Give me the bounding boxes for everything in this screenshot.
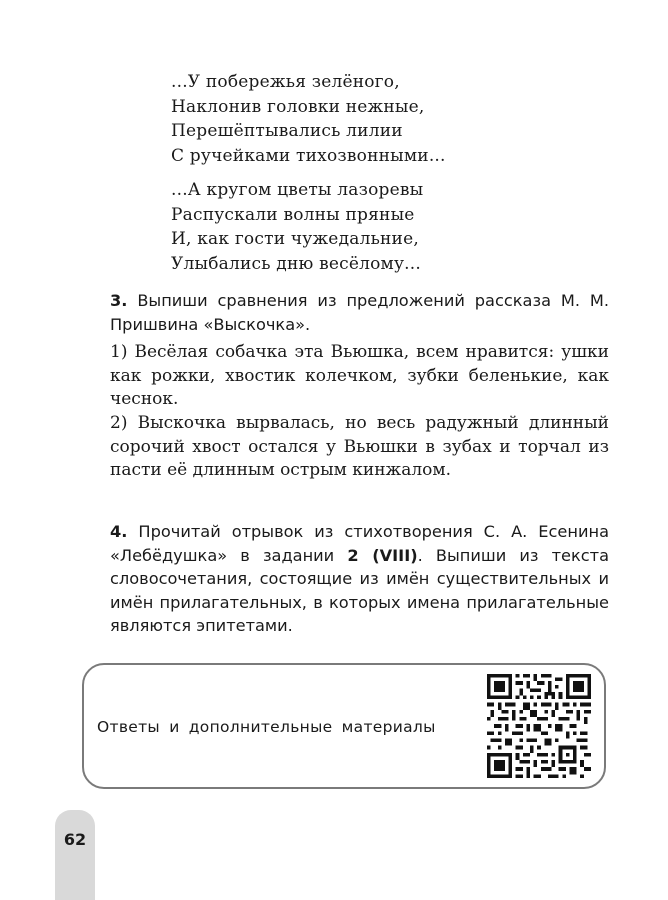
poem-line: ...А кругом цветы лазоревы [171, 180, 424, 200]
answers-box[interactable] [82, 663, 606, 789]
task-3 [110, 289, 609, 336]
example-sentence-2: 2) Выскочка вырвалась, но весь радужный длинный сорочий хвост остался у Вьюшки в зубах и торчал из пасти её длинным острым кинжалом. [110, 413, 609, 480]
answers-label: Ответы и дополнительные материалы [97, 718, 436, 736]
poem-line: С ручейками тихозвонными... [171, 145, 446, 166]
poem-stanza-2 [171, 178, 501, 276]
poem-line: Перешёптывались лилии [171, 121, 403, 141]
task-4 [110, 520, 609, 638]
page-number-tab [55, 810, 95, 900]
task-text: Выпиши сравнения из предложений рассказа М. М. Пришвина «Выскочка». [110, 291, 609, 334]
example-sentence-1: 1) Весёлая собачка эта Вьюшка, всем нравится: ушки как рожки, хвостик колечком, зубки беленькие, как чеснок. [110, 342, 609, 409]
poem-stanza-1 [171, 70, 501, 168]
qr-code-icon[interactable] [487, 674, 591, 778]
task-text-continued: . Выпиши из текста словосочетания, состоящие из имён существительных и имён прилагательных, в которых имена прилагательные являются эпитетами. [110, 545, 609, 635]
task-text: Прочитай отрывок из стихотворения С. А. Есенина «Лебёдушка» в задании [110, 522, 609, 565]
page-number: 62 [63, 830, 87, 849]
task-number: 3. [110, 291, 128, 310]
poem-line: Распускали волны пряные [171, 204, 415, 225]
task-number: 4. [110, 522, 128, 541]
task-reference: 2 (VIII) [347, 545, 418, 565]
poem-line: ...У побережья зелёного, [171, 72, 400, 92]
poem-line: Наклонив головки нежные, [171, 96, 425, 117]
poem-line: Улыбались дню весёлому... [171, 253, 421, 274]
poem-line: И, как гости чужедальние, [171, 229, 419, 249]
